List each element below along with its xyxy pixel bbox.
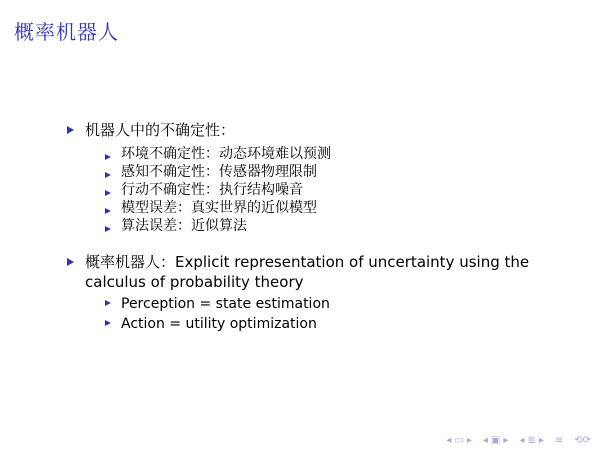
nav-frame-icon[interactable]: ▭ xyxy=(454,435,464,446)
frame-title: 概率机器人 xyxy=(14,20,119,44)
sub-list-item: 算法误差：近似算法 xyxy=(121,218,247,234)
nav-frame-prev-icon[interactable]: ◂ xyxy=(446,435,452,446)
nav-subsection-prev-icon[interactable]: ◂ xyxy=(482,435,488,446)
sub-list-item: 模型误差：真实世界的近似模型 xyxy=(121,200,317,216)
nav-section-next-icon[interactable]: ▸ xyxy=(538,435,544,446)
sub-bullet-icon xyxy=(105,154,111,160)
sub-bullet-icon xyxy=(105,320,111,326)
sub-list-item: 感知不确定性：传感器物理限制 xyxy=(121,164,317,180)
beamer-navigation-bar xyxy=(446,434,591,448)
sub-bullet-icon xyxy=(105,226,111,232)
sub-list-item: 环境不确定性：动态环境难以预测 xyxy=(121,146,331,162)
sub-bullet-icon xyxy=(105,300,111,306)
nav-frame-next-icon[interactable]: ▸ xyxy=(466,435,472,446)
nav-section-icon[interactable]: ≣ xyxy=(527,435,536,446)
nav-subsection-icon[interactable]: ▣ xyxy=(490,435,501,446)
nav-section-prev-icon[interactable]: ◂ xyxy=(519,435,525,446)
sub-bullet-icon xyxy=(105,190,111,196)
bullet-icon xyxy=(67,126,74,134)
sub-list-item: Perception = state estimation xyxy=(121,296,330,312)
sub-bullet-icon xyxy=(105,208,111,214)
sub-bullet-icon xyxy=(105,172,111,178)
list-item: 机器人中的不确定性： xyxy=(85,121,236,139)
sub-list-item: Action = utility optimization xyxy=(121,316,317,332)
nav-subsection-next-icon[interactable]: ▸ xyxy=(503,435,509,446)
sub-list-item: 行动不确定性：执行结构噪音 xyxy=(121,182,303,198)
nav-document-icon[interactable]: ≡ xyxy=(554,435,564,446)
list-item: 概率机器人：Explicit representation of uncertainty using the calculus of probability theory xyxy=(85,253,530,291)
nav-search-icon[interactable]: ⟲⟳ xyxy=(574,435,591,446)
bullet-icon xyxy=(67,258,74,266)
